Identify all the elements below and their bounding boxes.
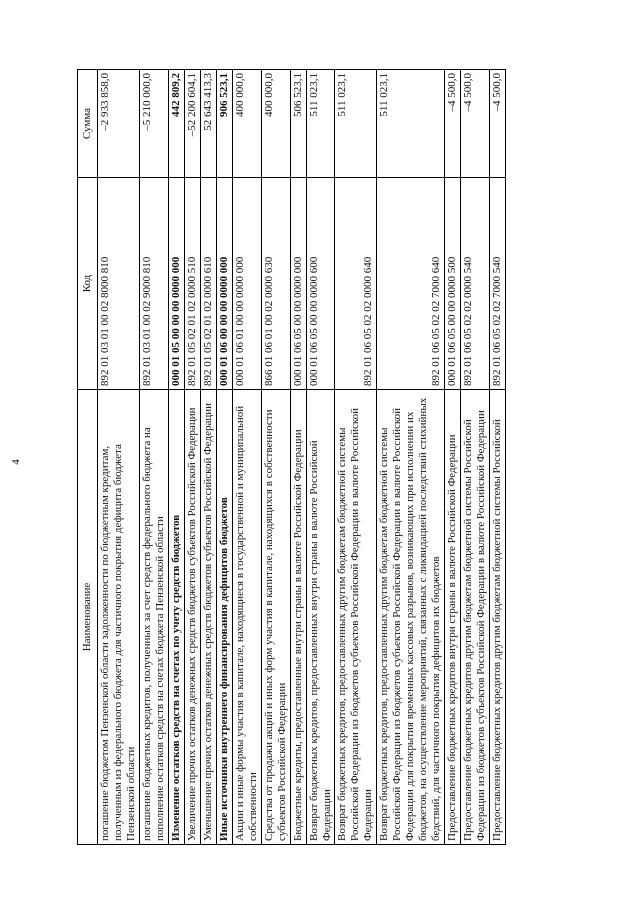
row-name: погашение бюджетом Пензенской области задолженности по бюджетным кредитам, полученным из федерального бюджета для частичного покрытия дефицита бюджета Пензенской области: [97, 390, 139, 845]
row-amount: 506 523,1: [290, 70, 306, 178]
row-name: Акции и иные формы участия в капитале, находящиеся в государственной и муниципальной собственности: [232, 390, 261, 845]
table-row: [216, 70, 232, 845]
row-amount: 906 523,1: [216, 70, 232, 178]
row-amount: 52 643 413,3: [200, 70, 216, 178]
table-row: [445, 70, 461, 845]
row-code: 892 01 06 05 02 02 0000 640: [335, 178, 377, 390]
budget-sources-table: [77, 69, 506, 845]
row-amount: 442 809,2: [168, 70, 184, 178]
row-name: Увеличение прочих остатков денежных средств бюджетов субъектов Российской Федерации: [184, 390, 200, 845]
row-code: 892 01 03 01 00 02 9000 810: [139, 178, 168, 390]
row-code: 892 01 06 05 02 02 7000 640: [377, 178, 445, 390]
row-name: Изменение остатков средств на счетах по учету средств бюджетов: [168, 390, 184, 845]
row-amount: –2 933 858,0: [97, 70, 139, 178]
table-body: [97, 70, 505, 845]
row-amount: –52 200 604,1: [184, 70, 200, 178]
row-code: 892 01 05 02 01 02 0000 510: [184, 178, 200, 390]
row-amount: –4 500,0: [461, 70, 490, 178]
row-amount: 511 023,1: [377, 70, 445, 178]
row-name: погашение бюджетных кредитов, полученных за счет средств федерального бюджета на пополнение остатков средств на счетах бюджета Пензенской области: [139, 390, 168, 845]
table-row: [335, 70, 377, 845]
rotated-table-area: [77, 70, 572, 845]
row-code: 892 01 06 05 02 02 7000 540: [490, 178, 506, 390]
row-code: 000 01 06 00 00 00 0000 000: [216, 178, 232, 390]
header-amount: Сумма: [78, 70, 98, 178]
row-amount: –5 210 000,0: [139, 70, 168, 178]
table-row: [490, 70, 506, 845]
row-amount: 511 023,1: [335, 70, 377, 178]
row-code: 866 01 06 01 00 02 0000 630: [261, 178, 290, 390]
page-number: 4: [10, 459, 22, 465]
header-name: Наименование: [78, 390, 98, 845]
table-row: [200, 70, 216, 845]
table-row: [290, 70, 306, 845]
row-amount: –4 500,0: [445, 70, 461, 178]
row-name: Возврат бюджетных кредитов, предоставленных другим бюджетам бюджетной системы Российской Федерации из бюджетов субъектов Российской Федерации в валюте Российской Федерации для покрытия временных кассовых разрывов, возникающих при исполнении их бюджетов, на осуществление мероприятий, связанных с ликвидацией последствий стихийных бедствий, для частичного покрытия дефицитов их бюджетов: [377, 390, 445, 845]
table-row: [139, 70, 168, 845]
table-sheet: [77, 70, 572, 845]
table-row: [168, 70, 184, 845]
table-row: [377, 70, 445, 845]
row-code: 000 01 06 05 00 00 0000 000: [290, 178, 306, 390]
row-name: Предоставление бюджетных кредитов внутри страны в валюте Российской Федерации: [445, 390, 461, 845]
table-row: [232, 70, 261, 845]
table-row: [97, 70, 139, 845]
header-code: Код: [78, 178, 98, 390]
table-row: [306, 70, 335, 845]
row-code: 000 01 06 05 00 00 0000 500: [445, 178, 461, 390]
row-code: 000 01 05 00 00 00 0000 000: [168, 178, 184, 390]
row-amount: 511 023,1: [306, 70, 335, 178]
row-code: 892 01 03 01 00 02 8000 810: [97, 178, 139, 390]
row-name: Предоставление бюджетных кредитов другим бюджетам бюджетной системы Российской: [490, 390, 506, 845]
table-header-row: [78, 70, 98, 845]
row-code: 892 01 06 05 02 02 0000 540: [461, 178, 490, 390]
row-name: Средства от продажи акций и иных форм участия в капитале, находящихся в собственности субъектов Российской Федерации: [261, 390, 290, 845]
row-amount: 400 000,0: [261, 70, 290, 178]
row-code: 892 01 05 02 01 02 0000 610: [200, 178, 216, 390]
row-name: Возврат бюджетных кредитов, предоставленных внутри страны в валюте Российской Федерации: [306, 390, 335, 845]
table-row: [184, 70, 200, 845]
row-amount: –4 500,0: [490, 70, 506, 178]
row-name: Бюджетные кредиты, предоставленные внутри страны в валюте Российской Федерации: [290, 390, 306, 845]
row-name: Иные источники внутреннего финансирования дефицитов бюджетов: [216, 390, 232, 845]
row-code: 000 01 06 01 00 00 0000 000: [232, 178, 261, 390]
table-row: [461, 70, 490, 845]
row-name: Возврат бюджетных кредитов, предоставленных другим бюджетам бюджетной системы Российской Федерации из бюджетов субъектов Российской Федерации в валюте Российской Федерации: [335, 390, 377, 845]
row-amount: 400 000,0: [232, 70, 261, 178]
row-name: Уменьшение прочих остатков денежных средств бюджетов субъектов Российской Федерации: [200, 390, 216, 845]
row-code: 000 01 06 05 00 00 0000 600: [306, 178, 335, 390]
row-name: Предоставление бюджетных кредитов другим бюджетам бюджетной системы Российской Федерации из бюджетов субъектов Российской Федерации в валюте Российской Федерации: [461, 390, 490, 845]
table-row: [261, 70, 290, 845]
